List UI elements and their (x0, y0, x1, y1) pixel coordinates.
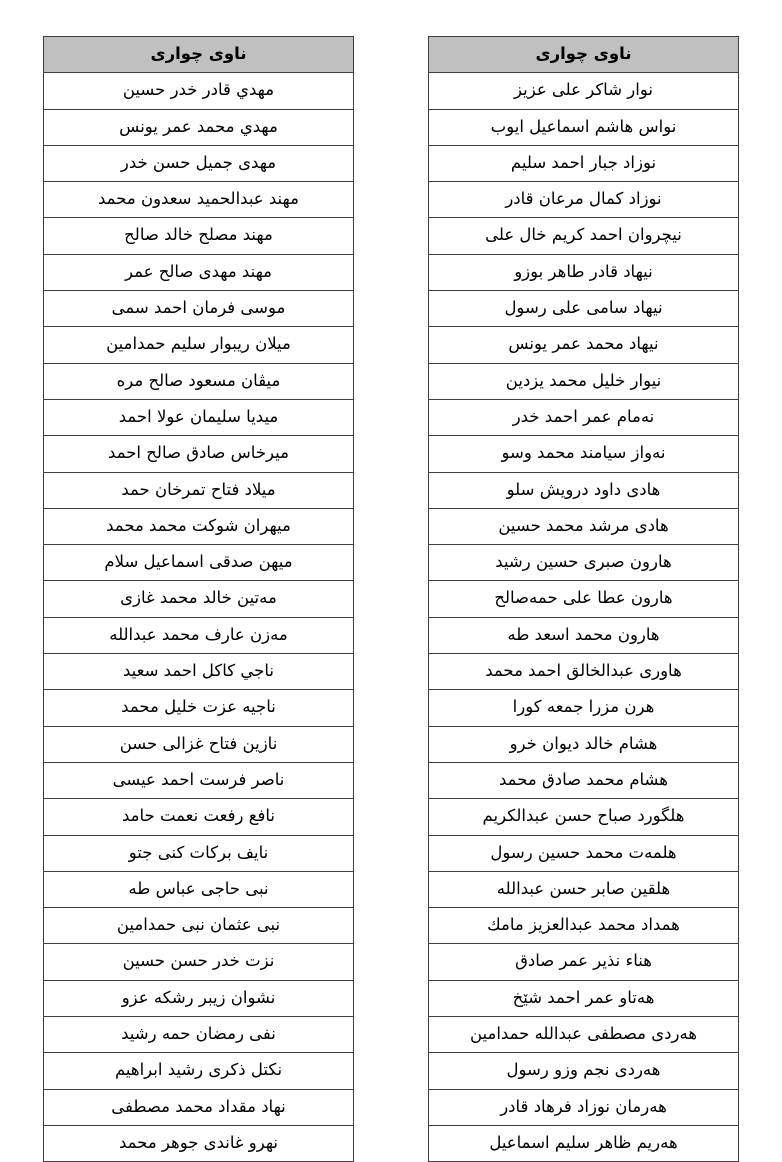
table-row (429, 617, 739, 653)
name-cell: هرن مزرا جمعه كورا (429, 690, 739, 726)
table-row (44, 1089, 354, 1125)
name-cell: مهدی جميل حسن خدر (44, 145, 354, 181)
table-row (44, 871, 354, 907)
table-row (429, 944, 739, 980)
table-row (429, 871, 739, 907)
table-row (44, 835, 354, 871)
table-row (44, 363, 354, 399)
table-row (429, 109, 739, 145)
column-header-name: ناوی چواری (44, 37, 354, 73)
name-cell: هشام محمد صادق محمد (429, 762, 739, 798)
table-row (44, 254, 354, 290)
name-cell: هارون عطا علی حمەصالح (429, 581, 739, 617)
table-row (429, 581, 739, 617)
name-cell: هاوری عبدالخالق احمد محمد (429, 654, 739, 690)
table-row (429, 145, 739, 181)
name-cell: هەتاو عمر احمد شێخ (429, 980, 739, 1016)
table-header-row (44, 37, 354, 73)
name-cell: هادی مرشد محمد حسين (429, 508, 739, 544)
table-row (44, 944, 354, 980)
name-cell: ميڤان مسعود صالح مره (44, 363, 354, 399)
name-cell: مهند عبدالحميد سعدون محمد (44, 182, 354, 218)
name-cell: ناجي كاكل احمد سعيد (44, 654, 354, 690)
name-cell: نيهاد قادر طاهر بوزو (429, 254, 739, 290)
name-cell: نوزاد كمال مرعان قادر (429, 182, 739, 218)
table-row (44, 145, 354, 181)
name-cell: نهرو غاندی جوهر محمد (44, 1125, 354, 1161)
two-column-layout (43, 36, 739, 1152)
name-cell: نيهاد محمد عمر يونس (429, 327, 739, 363)
table-row (429, 399, 739, 435)
table-row (429, 508, 739, 544)
name-cell: ميلاد فتاح تمرخان حمد (44, 472, 354, 508)
table-row (44, 472, 354, 508)
table-body-right (44, 73, 354, 1162)
table-row (44, 109, 354, 145)
name-cell: نيهاد سامی علی رسول (429, 291, 739, 327)
table-row (429, 1053, 739, 1089)
name-cell: نەواز سيامند محمد وسو (429, 436, 739, 472)
name-cell: ميهران شوكت محمد محمد (44, 508, 354, 544)
table-row (44, 218, 354, 254)
name-cell: ناصر فرست احمد عيسی (44, 762, 354, 798)
table-row (429, 254, 739, 290)
table-row (429, 472, 739, 508)
table-row (429, 363, 739, 399)
table-row (44, 654, 354, 690)
name-cell: هلقين صابر حسن عبدالله (429, 871, 739, 907)
table-row (44, 726, 354, 762)
name-cell: نبی عثمان نبی حمدامين (44, 908, 354, 944)
table-row (429, 726, 739, 762)
table-body-left (429, 73, 739, 1162)
name-cell: هشام خالد ديوان خرو (429, 726, 739, 762)
name-cell: هارون محمد اسعد طه (429, 617, 739, 653)
name-cell: مەتين خالد محمد غازی (44, 581, 354, 617)
table-row (44, 545, 354, 581)
table-row (429, 73, 739, 109)
name-cell: نواس هاشم اسماعيل ايوب (429, 109, 739, 145)
table-row (44, 508, 354, 544)
table-row (429, 690, 739, 726)
table-row (429, 327, 739, 363)
table-row (44, 617, 354, 653)
table-row (429, 1089, 739, 1125)
table-row (44, 908, 354, 944)
name-cell: نوزاد جبار احمد سليم (429, 145, 739, 181)
name-cell: ميلان ريبوار سليم حمدامين (44, 327, 354, 363)
names-table-left (428, 36, 739, 1162)
name-cell: ناجيه عزت خليل محمد (44, 690, 354, 726)
name-cell: نزت خدر حسن حسين (44, 944, 354, 980)
name-cell: هەريم ظاهر سليم اسماعيل (429, 1125, 739, 1161)
name-cell: نەمام عمر احمد خدر (429, 399, 739, 435)
table-row (44, 1017, 354, 1053)
name-cell: نشوان زيبر رشكه عزو (44, 980, 354, 1016)
table-row (429, 908, 739, 944)
table-row (44, 980, 354, 1016)
table-row (429, 835, 739, 871)
table-row (44, 73, 354, 109)
name-cell: نوار شاكر علی عزيز (429, 73, 739, 109)
name-cell: هارون صبری حسين رشيد (429, 545, 739, 581)
name-cell: مهدي قادر خدر حسين (44, 73, 354, 109)
table-row (429, 1017, 739, 1053)
table-row (44, 1053, 354, 1089)
name-cell: نفی رمضان حمه رشيد (44, 1017, 354, 1053)
name-cell: مهند مصلح خالد صالح (44, 218, 354, 254)
table-row (44, 762, 354, 798)
table-row (429, 762, 739, 798)
name-cell: هلمەت محمد حسين رسول (429, 835, 739, 871)
table-row (44, 1125, 354, 1161)
table-row (429, 436, 739, 472)
name-cell: نيچروان احمد كريم خال علی (429, 218, 739, 254)
table-row (429, 654, 739, 690)
table-row (44, 327, 354, 363)
table-row (44, 436, 354, 472)
name-cell: نبی حاجی عباس طه (44, 871, 354, 907)
table-row (44, 291, 354, 327)
table-head-right (44, 37, 354, 73)
name-cell: نافع رفعت نعمت حامد (44, 799, 354, 835)
table-row (429, 980, 739, 1016)
name-cell: هەردی مصطفی عبدالله حمدامين (429, 1017, 739, 1053)
table-row (429, 1125, 739, 1161)
table-row (44, 799, 354, 835)
name-cell: نكتل ذكری رشيد ابراهيم (44, 1053, 354, 1089)
table-row (44, 690, 354, 726)
name-cell: ميهن صدقی اسماعيل سلام (44, 545, 354, 581)
name-cell: نيوار خليل محمد يزدين (429, 363, 739, 399)
name-cell: هەرمان نوزاد فرهاد قادر (429, 1089, 739, 1125)
name-cell: هلگورد صباح حسن عبدالكريم (429, 799, 739, 835)
name-cell: موسی فرمان احمد سمی (44, 291, 354, 327)
name-cell: نايف بركات كنی جتو (44, 835, 354, 871)
table-row (429, 182, 739, 218)
name-cell: مهند مهدی صالح عمر (44, 254, 354, 290)
name-cell: هادی داود درويش سلو (429, 472, 739, 508)
table-header-row (429, 37, 739, 73)
name-cell: ميرخاس صادق صالح احمد (44, 436, 354, 472)
table-row (429, 545, 739, 581)
table-head-left (429, 37, 739, 73)
name-cell: هناء نذير عمر صادق (429, 944, 739, 980)
name-cell: مەزن عارف محمد عبدالله (44, 617, 354, 653)
name-cell: نازين فتاح غزالی حسن (44, 726, 354, 762)
name-cell: مهدي محمد عمر يونس (44, 109, 354, 145)
table-row (44, 182, 354, 218)
table-row (429, 218, 739, 254)
column-header-name: ناوی چواری (429, 37, 739, 73)
name-cell: ميديا سليمان عولا احمد (44, 399, 354, 435)
table-row (44, 581, 354, 617)
table-row (429, 291, 739, 327)
names-table-right (43, 36, 354, 1162)
name-cell: هەردی نجم وزو رسول (429, 1053, 739, 1089)
table-row (44, 399, 354, 435)
table-row (429, 799, 739, 835)
name-cell: همداد محمد عبدالعزيز مامك (429, 908, 739, 944)
name-cell: نهاد مقداد محمد مصطفی (44, 1089, 354, 1125)
